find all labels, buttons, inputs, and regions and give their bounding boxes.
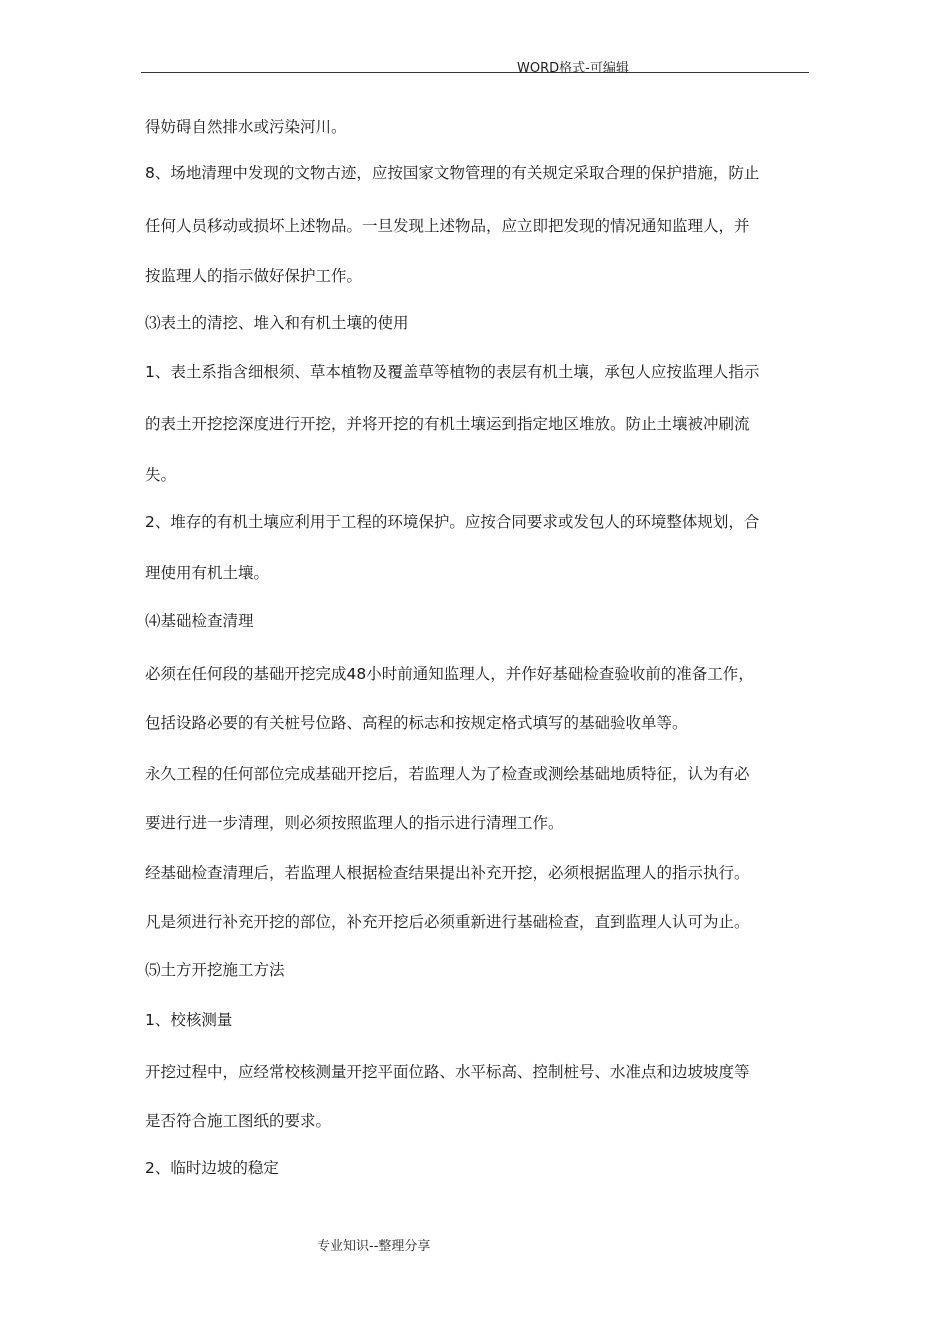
body-line: 失。: [145, 466, 177, 484]
section-heading: ⑷基础检查清理: [145, 612, 254, 630]
body-line: 得妨碍自然排水或污染河川。: [145, 118, 347, 136]
page-header: WORD格式-可编辑: [517, 61, 629, 76]
body-line: 任何人员移动或损坏上述物品。一旦发现上述物品，应立即把发现的情况通知监理人，并: [145, 217, 750, 235]
section-heading: ⑶表土的清挖、堆入和有机土壤的使用: [145, 314, 409, 332]
section-heading: ⑸土方开挖施工方法: [145, 961, 285, 979]
body-line: 的表土开挖挖深度进行开挖，并将开挖的有机土壤运到指定地区堆放。防止土壤被冲刷流: [145, 415, 750, 433]
body-line: 必须在任何段的基础开挖完成48小时前通知监理人，并作好基础检查验收前的准备工作，: [145, 665, 754, 683]
body-line: 是否符合施工图纸的要求。: [145, 1112, 332, 1130]
body-line: 1、校核测量: [145, 1011, 233, 1029]
body-line: 1、表土系指含细根须、草本植物及覆盖草等植物的表层有机土壤，承包人应按监理人指示: [145, 363, 760, 381]
header-divider: [141, 72, 809, 73]
body-line: 2、临时边坡的稳定: [145, 1159, 279, 1177]
body-line: 理使用有机土壤。: [145, 564, 270, 582]
body-line: 经基础检查清理后，若监理人根据检查结果提出补充开挖，必须根据监理人的指示执行。: [145, 864, 750, 882]
body-line: 按监理人的指示做好保护工作。: [145, 267, 363, 285]
body-line: 开挖过程中，应经常校核测量开挖平面位路、水平标高、控制桩号、水准点和边坡坡度等: [145, 1063, 750, 1081]
body-line: 包括设路必要的有关桩号位路、高程的标志和按规定格式填写的基础验收单等。: [145, 714, 688, 732]
body-line: 8、场地清理中发现的文物古迹，应按国家文物管理的有关规定采取合理的保护措施，防止: [145, 164, 760, 182]
body-line: 2、堆存的有机土壤应利用于工程的环境保护。应按合同要求或发包人的环境整体规划，合: [145, 513, 760, 531]
body-line: 要进行进一步清理，则必须按照监理人的指示进行清理工作。: [145, 814, 564, 832]
body-line: 凡是须进行补充开挖的部位，补充开挖后必须重新进行基础检查，直到监理人认可为止。: [145, 913, 750, 931]
body-line: 永久工程的任何部位完成基础开挖后，若监理人为了检查或测绘基础地质特征，认为有必: [145, 765, 750, 783]
page-footer: 专业知识--整理分享: [317, 1239, 431, 1254]
